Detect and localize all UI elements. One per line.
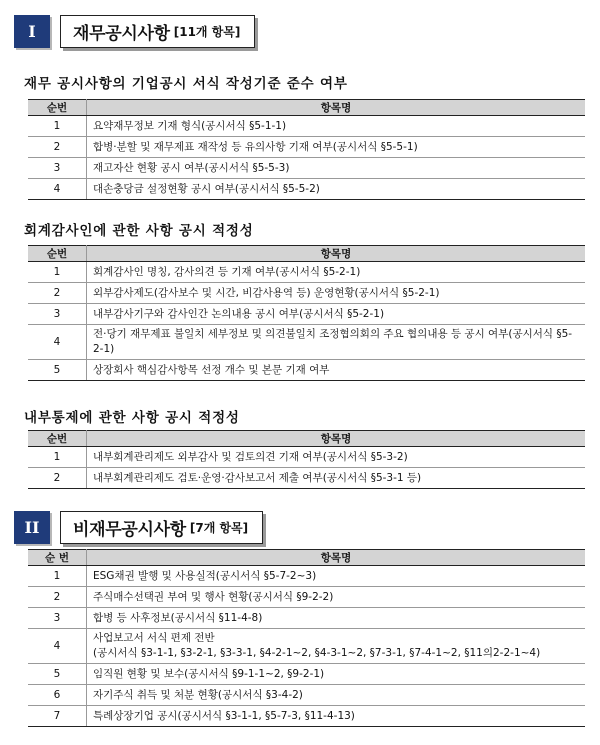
table-row [28, 566, 585, 587]
row-number: 1 [28, 116, 87, 137]
row-number: 4 [28, 629, 87, 664]
row-number: 1 [28, 262, 87, 283]
row-item: 전·당기 재무제표 불일치 세부정보 및 의견불일치 조정협의회의 주요 협의내용 등 공시 여부(공시서식 §5-2-1) [87, 325, 586, 360]
table-row [28, 283, 585, 304]
table-header-row [28, 431, 585, 447]
section-1-title: 재무공시사항 [73, 24, 170, 44]
row-number: 1 [28, 566, 87, 587]
table-row [28, 608, 585, 629]
row-item: 내부감사기구와 감사인간 논의내용 공시 여부(공시서식 §5-2-1) [87, 304, 586, 325]
table-header-row [28, 100, 585, 116]
row-item: 내부회계관리제도 검토·운영·감사보고서 제출 여부(공시서식 §5-3-1 등) [87, 468, 586, 489]
table-row [28, 664, 585, 685]
table-row [28, 116, 585, 137]
row-item: 상장회사 핵심감사항목 선정 개수 및 본문 기재 여부 [87, 360, 586, 381]
table-row [28, 158, 585, 179]
row-item: 임직원 현황 및 보수(공시서식 §9-1-1~2, §9-2-1) [87, 664, 586, 685]
row-number: 3 [28, 304, 87, 325]
column-header-item: 항목명 [87, 100, 586, 116]
section-2-roman: II [14, 511, 50, 544]
table-row [28, 706, 585, 727]
section-1-header [14, 15, 255, 48]
table-row [28, 137, 585, 158]
row-number: 5 [28, 664, 87, 685]
table-row [28, 685, 585, 706]
row-number: 2 [28, 283, 87, 304]
row-item: 사업보고서 서식 편제 전반 (공시서식 §3-1-1, §3-2-1, §3-3-1, §4-2-1~2, §4-3-1~2, §7-3-1, §7-4-1~2, §11의2-2-1~4) [87, 629, 586, 664]
table-row [28, 447, 585, 468]
table-row [28, 179, 585, 200]
section-1-count: [11개 항목] [173, 25, 241, 39]
row-number: 6 [28, 685, 87, 706]
row-item: 합병·분할 및 재무제표 재작성 등 유의사항 기재 여부(공시서식 §5-5-1) [87, 137, 586, 158]
table-header-row [28, 246, 585, 262]
row-item: 합병 등 사후정보(공시서식 §11-4-8) [87, 608, 586, 629]
row-item: 재고자산 현황 공시 여부(공시서식 §5-5-3) [87, 158, 586, 179]
row-item: 내부회계관리제도 외부감사 및 검토의견 기재 여부(공시서식 §5-3-2) [87, 447, 586, 468]
row-number: 3 [28, 158, 87, 179]
section-2-count: [7개 항목] [189, 521, 249, 535]
row-item: 자기주식 취득 및 처분 현황(공시서식 §3-4-2) [87, 685, 586, 706]
table-row [28, 262, 585, 283]
row-number: 4 [28, 325, 87, 360]
row-item: 외부감사제도(감사보수 및 시간, 비감사용역 등) 운영현황(공시서식 §5-2-1) [87, 283, 586, 304]
column-header-item: 항목명 [87, 246, 586, 262]
column-header-item: 항목명 [87, 550, 586, 566]
group-3-table [28, 430, 585, 489]
section-2-header [14, 511, 263, 544]
table-header-row [28, 550, 585, 566]
row-item: 회계감사인 명칭, 감사의견 등 기재 여부(공시서식 §5-2-1) [87, 262, 586, 283]
row-item: 주식매수선택권 부여 및 행사 현황(공시서식 §9-2-2) [87, 587, 586, 608]
section-2-title-box [60, 511, 263, 544]
column-header-item: 항목명 [87, 431, 586, 447]
column-header-number: 순번 [28, 100, 87, 116]
section-1-roman: I [14, 15, 50, 48]
table-row [28, 325, 585, 360]
row-item: ESG채권 발행 및 사용실적(공시서식 §5-7-2~3) [87, 566, 586, 587]
row-number: 2 [28, 587, 87, 608]
row-number: 3 [28, 608, 87, 629]
column-header-number: 순 번 [28, 550, 87, 566]
group-1-subtitle: 재무 공시사항의 기업공시 서식 작성기준 준수 여부 [24, 76, 348, 92]
table-row [28, 360, 585, 381]
row-item: 대손충당금 설정현황 공시 여부(공시서식 §5-5-2) [87, 179, 586, 200]
column-header-number: 순번 [28, 431, 87, 447]
section-2-table [28, 549, 585, 727]
table-row [28, 587, 585, 608]
table-row [28, 304, 585, 325]
column-header-number: 순번 [28, 246, 87, 262]
group-2-subtitle: 회계감사인에 관한 사항 공시 적정성 [24, 223, 254, 239]
section-1-title-box [60, 15, 255, 48]
row-item: 요약재무정보 기재 형식(공시서식 §5-1-1) [87, 116, 586, 137]
row-item: 특례상장기업 공시(공시서식 §3-1-1, §5-7-3, §11-4-13) [87, 706, 586, 727]
row-number: 1 [28, 447, 87, 468]
row-number: 2 [28, 468, 87, 489]
group-2-table [28, 245, 585, 381]
group-3-subtitle: 내부통제에 관한 사항 공시 적정성 [24, 410, 240, 426]
row-number: 4 [28, 179, 87, 200]
row-number: 2 [28, 137, 87, 158]
group-1-table [28, 99, 585, 200]
row-number: 7 [28, 706, 87, 727]
table-row [28, 468, 585, 489]
table-row [28, 629, 585, 664]
row-number: 5 [28, 360, 87, 381]
section-2-title: 비재무공시사항 [73, 520, 186, 540]
